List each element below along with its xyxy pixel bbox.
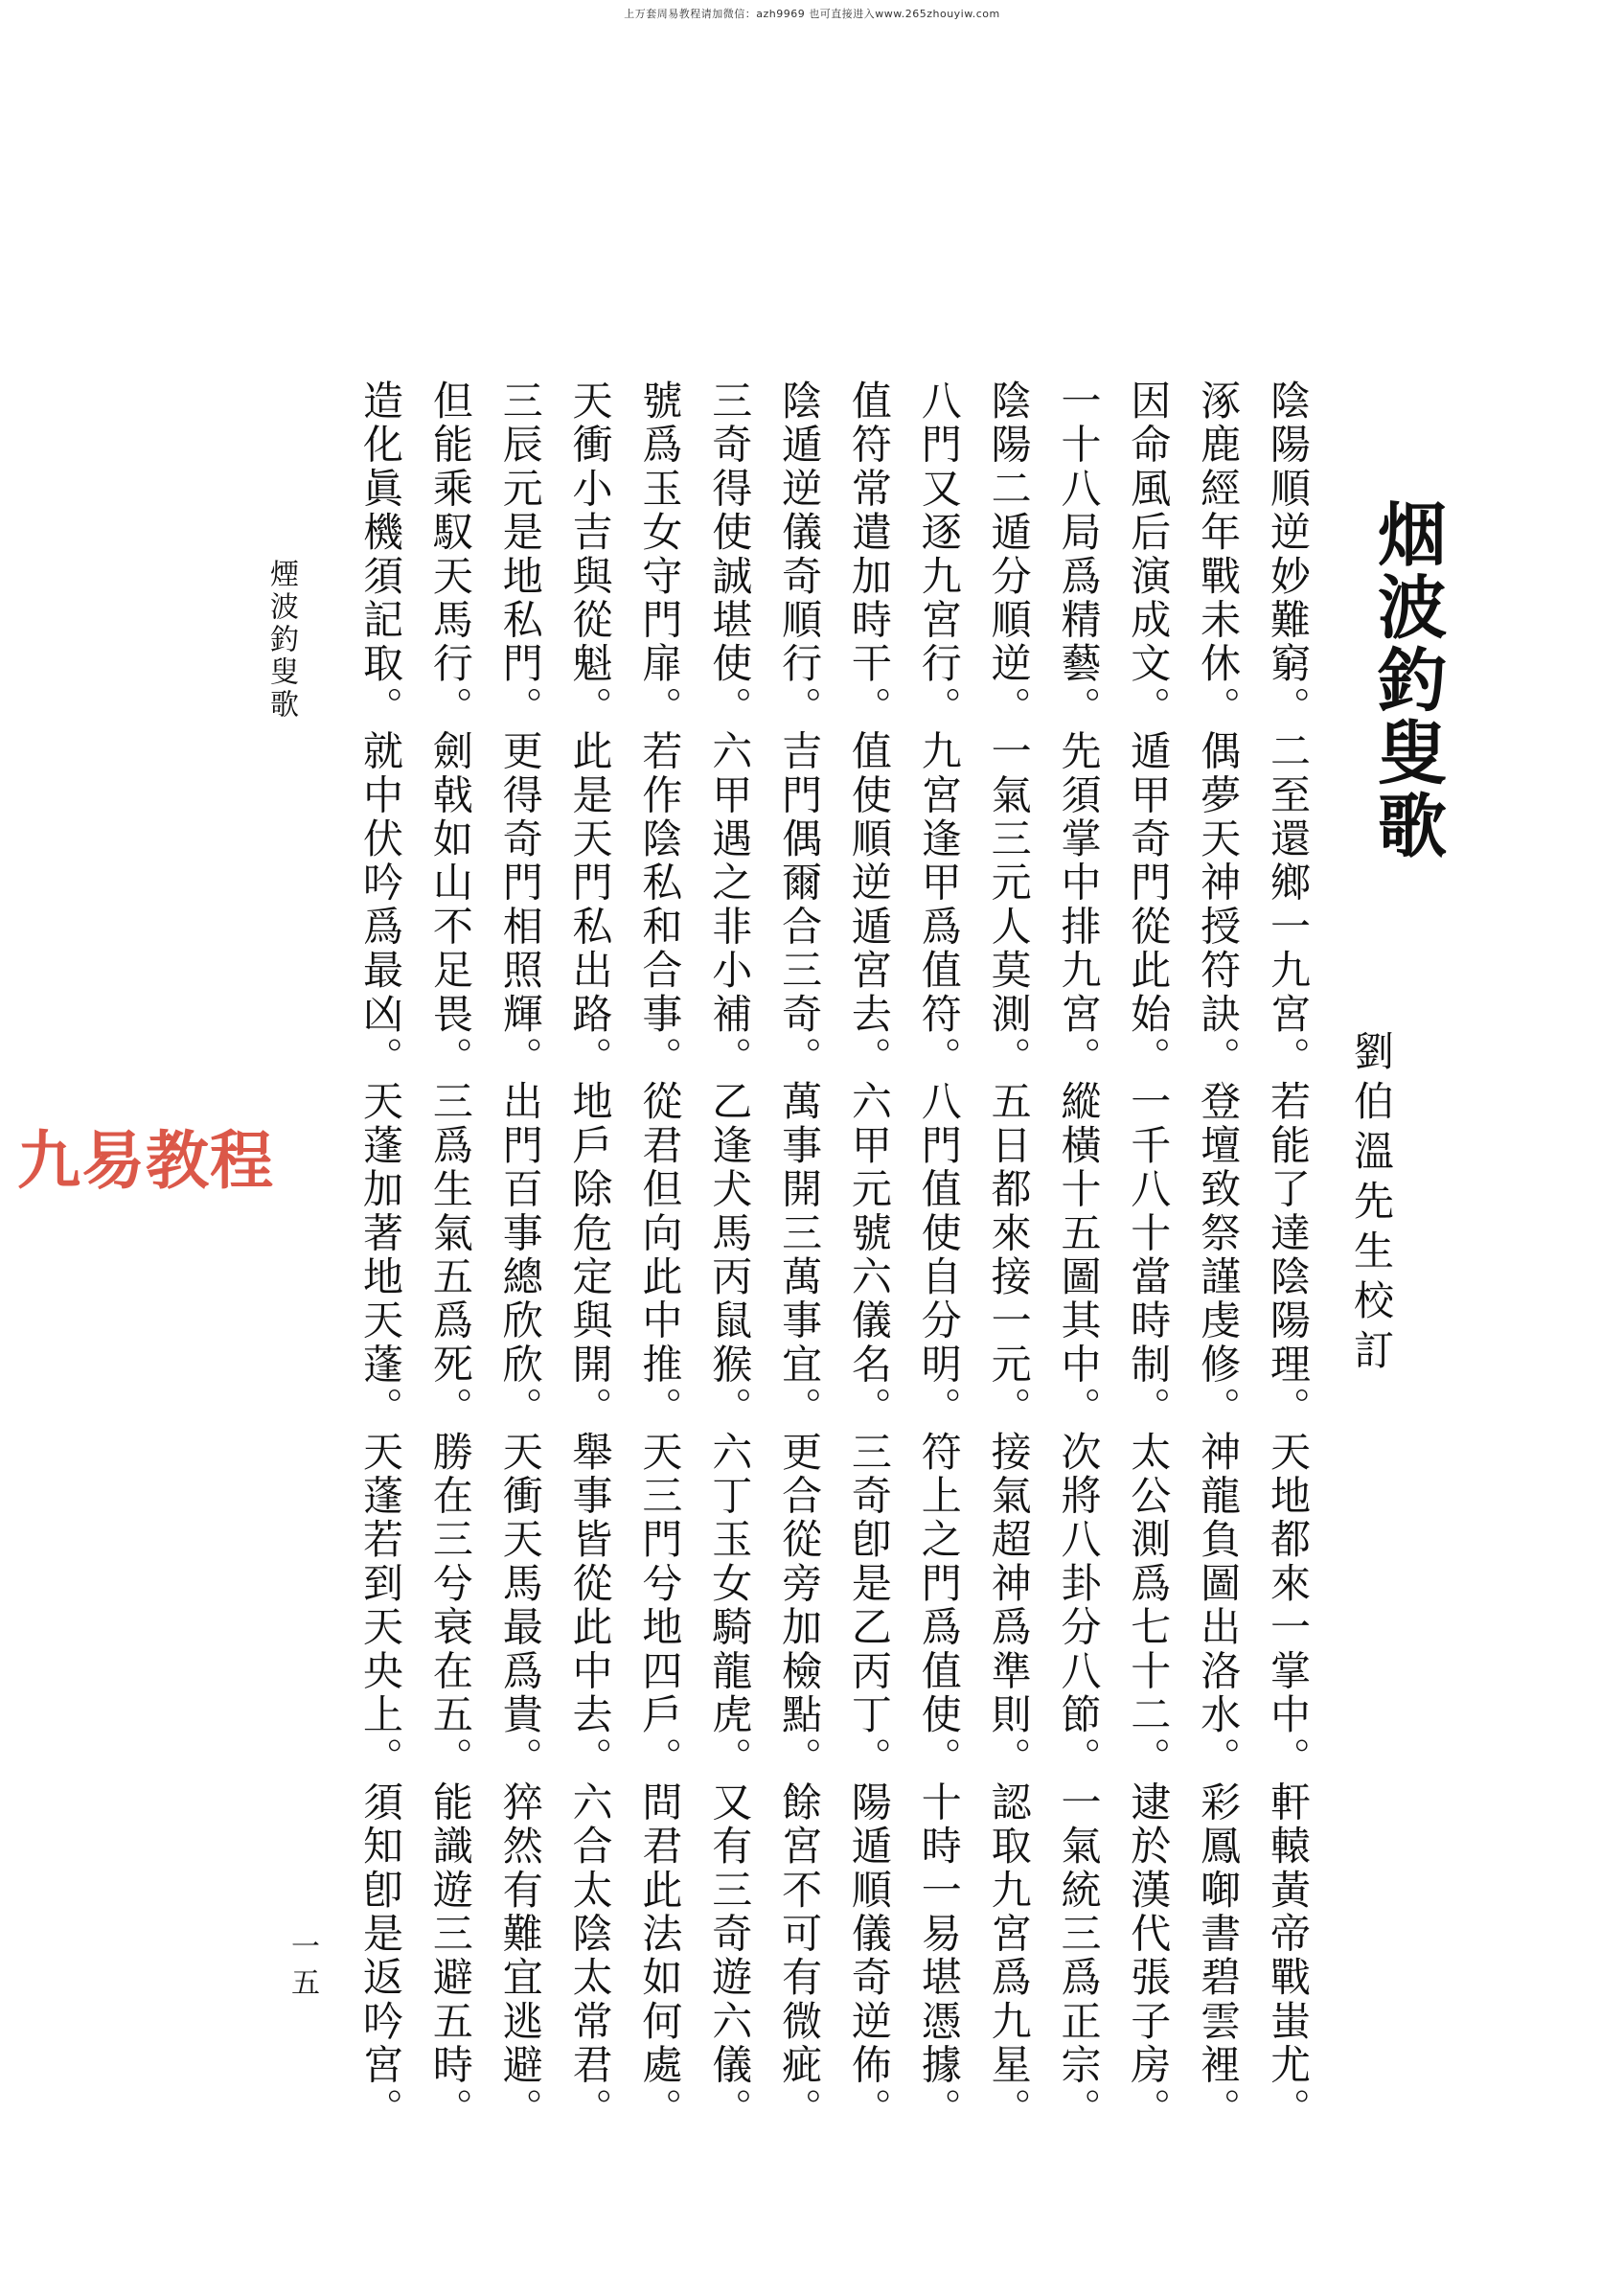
poem-line: 值符常遣加時干。值使順逆遁宮去。六甲元號六儀名。三奇卽是乙丙丁。陽遁順儀奇逆佈。	[845, 379, 893, 2131]
poem-line: 陰陽二遁分順逆。一氣三元人莫測。五日都來接一元。接氣超神爲準則。認取九宮爲九星。	[985, 379, 1033, 2131]
poem-line: 造化眞機須記取。就中伏吟爲最凶。天蓬加著地天蓬。天蓬若到天央上。須知卽是返吟宮。	[357, 379, 404, 2131]
poem-line: 陰陽順逆妙難窮。二至還鄉一九宮。若能了達陰陽理。天地都來一掌中。軒轅黃帝戰蚩尤。	[1264, 379, 1312, 2131]
poem-line: 八門又逐九宮行。九宮逢甲爲值符。八門值使自分明。符上之門爲值使。十時一易堪憑據。	[915, 379, 963, 2131]
poem-line: 號爲玉女守門扉。若作陰私和合事。從君但向此中推。天三門兮地四戶。問君此法如何處。	[636, 379, 684, 2131]
poem-line: 三奇得使誠堪使。六甲遇之非小補。乙逢犬馬丙鼠猴。六丁玉女騎龍虎。又有三奇遊六儀。	[706, 379, 754, 2131]
author-credit: 劉伯溫先生校訂	[1348, 1030, 1395, 1379]
page-header-note: 上万套周易教程请加微信：azh9969 也可直接进入www.265zhouyiw.com	[624, 8, 1000, 20]
poem-line: 因命風后演成文。遁甲奇門從此始。一千八十當時制。太公測爲七十二。逮於漢代張子房。	[1125, 379, 1173, 2131]
poem-line: 三辰元是地私門。更得奇門相照輝。出門百事總欣欣。天衝天馬最爲貴。猝然有難宜逃避。	[496, 379, 544, 2131]
poem-line: 但能乘馭天馬行。劍戟如山不足畏。三爲生氣五爲死。勝在三兮衰在五。能識遊三避五時。	[426, 379, 474, 2131]
poem-body	[355, 379, 1312, 2131]
poem-line: 陰遁逆儀奇順行。吉門偶爾合三奇。萬事開三萬事宜。更合從旁加檢點。餘宮不可有微疵。	[776, 379, 824, 2131]
book-title: 烟波釣叟歌	[1366, 498, 1448, 862]
watermark-logo: 九易教程	[17, 1124, 274, 1198]
poem-line: 一十八局爲精藝。先須掌中排九宮。縱橫十五圖其中。次將八卦分八節。一氣統三爲正宗。	[1055, 379, 1103, 2131]
running-title: 煙波釣叟歌	[264, 559, 298, 722]
page-number: 一五	[286, 1931, 319, 2004]
poem-line: 涿鹿經年戰未休。偶夢天神授符訣。登壇致祭謹虔修。神龍負圖出洛水。彩鳳啣書碧雲裡。	[1195, 379, 1243, 2131]
poem-line: 天衝小吉與從魁。此是天門私出路。地戶除危定與開。舉事皆從此中去。六合太陰太常君。	[566, 379, 614, 2131]
